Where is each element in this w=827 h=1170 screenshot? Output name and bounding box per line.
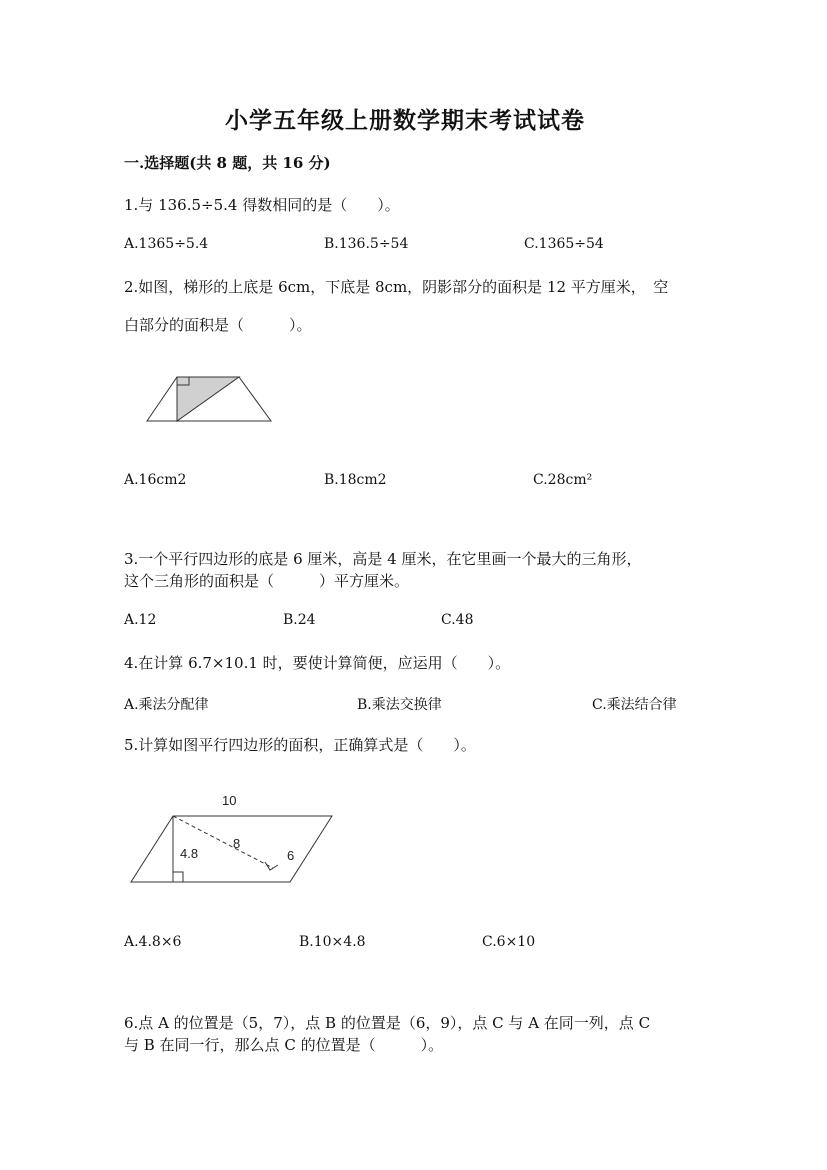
q3-option-a[interactable]: A.12: [124, 612, 157, 628]
trapezoid-figure: [140, 370, 280, 430]
q1-option-b[interactable]: B.136.5÷54: [324, 236, 409, 252]
q4-option-a[interactable]: A.乘法分配律: [124, 697, 209, 713]
q1-option-c[interactable]: C.1365÷54: [524, 236, 604, 252]
question-4: 4.在计算 6.7×10.1 时，要使计算简便，应运用（ ）。: [124, 654, 511, 672]
q5-option-a[interactable]: A.4.8×6: [124, 934, 182, 950]
question-6-line-2: 与 B 在同一行，那么点 C 的位置是（ ）。: [124, 1036, 444, 1054]
page-title: 小学五年级上册数学期末考试试卷: [225, 107, 585, 134]
q5-option-c[interactable]: C.6×10: [482, 934, 536, 950]
label-diagonal: 8: [233, 836, 241, 851]
q2-option-b[interactable]: B.18cm2: [324, 472, 387, 488]
question-6-line-1: 6.点 A 的位置是（5，7），点 B 的位置是（6，9），点 C 与 A 在同一列，点 C: [124, 1014, 651, 1032]
q5-option-b[interactable]: B.10×4.8: [299, 934, 366, 950]
q4-option-b[interactable]: B.乘法交换律: [357, 697, 442, 713]
question-3-line-2: 这个三角形的面积是（ ）平方厘米。: [124, 572, 410, 590]
q4-option-c[interactable]: C.乘法结合律: [592, 697, 677, 713]
section-heading: 一.选择题(共 8 题，共 16 分): [124, 154, 331, 172]
label-height: 4.8: [180, 846, 199, 861]
question-2-line-1: 2.如图，梯形的上底是 6cm，下底是 8cm，阴影部分的面积是 12 平方厘米， 空: [124, 278, 669, 296]
question-1: 1.与 136.5÷5.4 得数相同的是（ ）。: [124, 196, 400, 214]
question-3-line-1: 3.一个平行四边形的底是 6 厘米，高是 4 厘米，在它里画一个最大的三角形，: [124, 550, 642, 568]
question-2-line-2: 白部分的面积是（ ）。: [124, 316, 312, 334]
question-5: 5.计算如图平行四边形的面积，正确算式是（ ）。: [124, 736, 476, 754]
q2-option-c[interactable]: C.28cm²: [533, 472, 593, 488]
parallelogram-figure: [125, 790, 340, 890]
q1-option-a[interactable]: A.1365÷5.4: [124, 236, 209, 252]
label-side: 6: [287, 848, 295, 863]
label-top: 10: [222, 793, 237, 808]
q3-option-b[interactable]: B.24: [283, 612, 316, 628]
q2-option-a[interactable]: A.16cm2: [124, 472, 187, 488]
q3-option-c[interactable]: C.48: [441, 612, 474, 628]
